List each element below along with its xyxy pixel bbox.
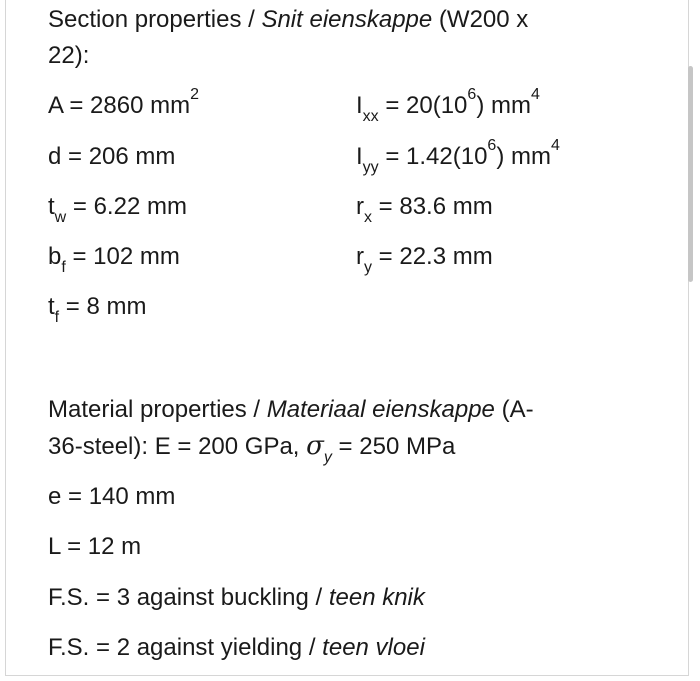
- prop-depth: d = 206 mm: [48, 143, 176, 170]
- scrollbar[interactable]: [688, 66, 693, 282]
- prop-ixx: $I_{xx} = 20(10^6)$ $mm^4$: [356, 86, 540, 125]
- prop-flange-width: $b_f = 102$ mm: [48, 243, 180, 276]
- prop-ry: $r_y = 22.3$ mm: [356, 243, 493, 276]
- prop-rx: $r_x = 83.6$ mm: [356, 193, 493, 226]
- material-values: 36-steel): E = 200 GPa, $\sigma_y = 250$ MPa: [48, 431, 456, 466]
- param-fs-buckling: F.S. = 3 against buckling / teen knik: [48, 584, 425, 611]
- param-length: L = 12 m: [48, 533, 142, 560]
- param-eccentricity: e = 140 mm: [48, 483, 176, 510]
- prop-web-thickness: $t_w = 6.22$ mm: [48, 193, 187, 226]
- prop-area: A = 2860 $mm^2$: [48, 86, 199, 119]
- param-fs-yielding: F.S. = 2 against yielding / teen vloei: [48, 634, 425, 661]
- section-title-cont: 22):: [48, 42, 90, 69]
- section-title: Section properties / Snit eienskappe (W200 x: [48, 6, 529, 33]
- prop-flange-thickness: $t_f = 8$ mm: [48, 293, 147, 326]
- prop-iyy: $I_{yy} = 1.42(10^6)$ $mm^4$: [356, 137, 560, 176]
- material-title: Material properties / Materiaal eienskappe (A-: [48, 396, 534, 423]
